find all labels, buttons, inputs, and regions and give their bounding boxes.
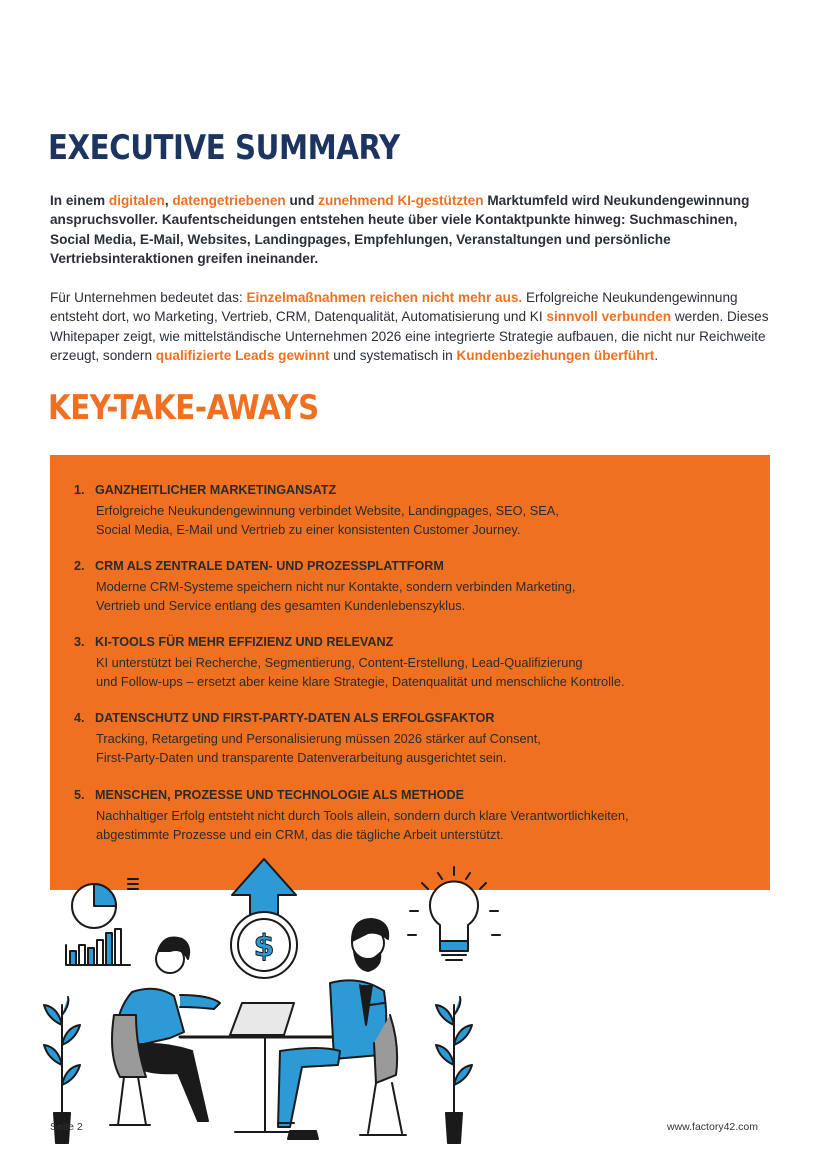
item-title: DATENSCHUTZ UND FIRST-PARTY-DATEN ALS ERFOLGSFAKTOR: [95, 711, 495, 725]
highlight: zunehmend KI-gestützten: [318, 193, 484, 208]
item-body: Moderne CRM-Systeme speichern nicht nur Kontakte, sondern verbinden Marketing, Vertrieb und Service entlang des gesamten Kundenlebenszyklus.: [96, 579, 576, 613]
highlight: Kundenbeziehungen überführt: [456, 348, 655, 364]
item-title: MENSCHEN, PROZESSE UND TECHNOLOGIE ALS METHODE: [95, 788, 464, 802]
item-body: Tracking, Retargeting und Personalisierung müssen 2026 stärker auf Consent, First-Party-Daten und transparente Datenverarbeitung ausgerichtet sein.: [96, 731, 541, 765]
summary-paragraph-1: [50, 191, 772, 269]
text-run: In einem: [50, 193, 109, 208]
up-arrow-icon: [232, 859, 296, 917]
text-run: ,: [164, 193, 173, 208]
text-run: werden. Dieses Whitepaper zeigt, wie mittelständische Unternehmen 2026 eine integrierte Strategie aufbauen, die nicht nur Reichweite erzeugt, sondern: [50, 309, 769, 364]
page-number: Seite 2: [50, 1121, 83, 1133]
item-body: KI unterstützt bei Recherche, Segmentierung, Content-Erstellung, Lead-Qualifizierung und Follow-ups – ersetzt aber keine klare Strategie, Datenqualität und menschliche Kontrolle.: [96, 655, 625, 689]
item-body: Erfolgreiche Neukundengewinnung verbindet Website, Landingpages, SEO, SEA, Social Media, E-Mail und Vertrieb zu einer konsistenten Customer Journey.: [96, 503, 559, 537]
executive-summary-heading: EXECUTIVE SUMMARY: [48, 128, 400, 168]
item-title: KI-TOOLS FÜR MEHR EFFIZIENZ UND RELEVANZ: [95, 635, 394, 649]
text-run: und systematisch in: [329, 348, 457, 364]
pie-chart-icon: [72, 879, 138, 928]
summary-paragraph-2: [50, 288, 772, 366]
item-number: 1.: [74, 483, 85, 497]
text-run: und: [285, 193, 319, 208]
item-number: 2.: [74, 559, 85, 573]
item-title: CRM ALS ZENTRALE DATEN- UND PROZESSPLATTFORM: [95, 559, 444, 573]
highlight: sinnvoll verbunden: [546, 309, 672, 325]
business-meeting-illustration: [30, 855, 550, 1155]
item-number: 5.: [74, 788, 85, 802]
item-body: Nachhaltiger Erfolg entsteht nicht durch Tools allein, sondern durch klare Verantwortlichkeiten, abgestimmte Prozesse und ein CRM, das die tägliche Arbeit unterstützt.: [96, 808, 629, 842]
svg-text:$: $: [253, 929, 275, 964]
light-bulb-icon: [408, 867, 500, 960]
plant-icon: [436, 997, 472, 1143]
text-run: Erfolgreiche Neukundengewinnung entsteht dort, wo Marketing, Vertrieb, CRM, Datenqualität, Automatisierung und KI: [50, 290, 738, 325]
highlight: digitalen: [108, 193, 165, 208]
item-title: GANZHEITLICHER MARKETINGANSATZ: [95, 483, 337, 497]
item-number: 3.: [74, 635, 85, 649]
website-url[interactable]: www.factory42.com: [666, 1121, 758, 1133]
text-run: Für Unternehmen bedeutet das:: [50, 290, 247, 305]
item-number: 4.: [74, 711, 85, 725]
highlight: datengetriebenen: [172, 193, 286, 208]
dollar-coin-icon: [231, 912, 297, 978]
highlight: qualifizierte Leads gewinnt: [155, 348, 330, 364]
text-run: Marktumfeld wird Neukundengewinnung anspruchsvoller. Kaufentscheidungen entstehen heute über viele Kontaktpunkte hinweg: Suchmaschinen, Social Media, E-Mail, Websites, Landingpages, Empfehlungen, Veranstaltungen und persönliche Vertriebsinteraktionen greifen ineinander.: [50, 193, 750, 267]
text-run: .: [654, 348, 659, 364]
bar-chart-icon: [66, 929, 130, 965]
key-takeaways-heading: KEY-TAKE-AWAYS: [48, 388, 319, 428]
highlight: Einzelmaßnahmen reichen nicht mehr aus.: [246, 290, 523, 305]
